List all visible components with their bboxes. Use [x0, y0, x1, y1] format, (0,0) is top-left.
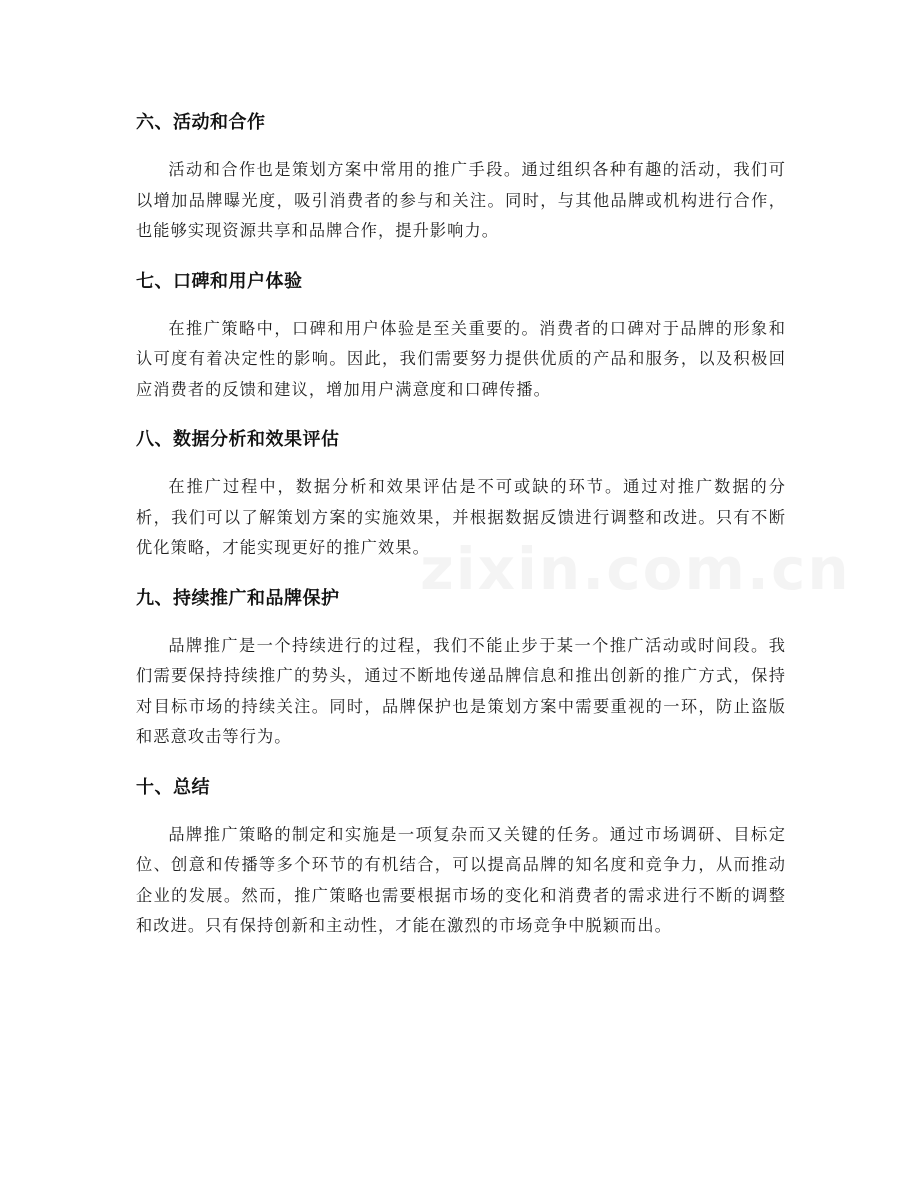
section-paragraph: 活动和合作也是策划方案中常用的推广手段。通过组织各种有趣的活动，我们可以增加品牌曝光度，吸引消费者的参与和关注。同时，与其他品牌或机构进行合作，也能够实现资源共享和品牌合作，提升影响力。	[136, 160, 786, 240]
section-data-analysis	[136, 427, 786, 564]
section-paragraph: 在推广过程中，数据分析和效果评估是不可或缺的环节。通过对推广数据的分析，我们可以了解策划方案的实施效果，并根据数据反馈进行调整和改进。只有不断优化策略，才能实现更好的推广效果。	[136, 477, 786, 557]
section-summary	[136, 775, 786, 942]
section-heading: 七、口碑和用户体验	[136, 270, 303, 292]
section-brand-protection	[136, 586, 786, 753]
section-heading: 九、持续推广和品牌保护	[136, 587, 340, 609]
section-word-of-mouth	[136, 269, 786, 406]
section-paragraph: 在推广策略中，口碑和用户体验是至关重要的。消费者的口碑对于品牌的形象和认可度有着决定性的影响。因此，我们需要努力提供优质的产品和服务，以及积极回应消费者的反馈和建议，增加用户满意度和口碑传播。	[136, 318, 786, 399]
section-paragraph: 品牌推广是一个持续进行的过程，我们不能止步于某一个推广活动或时间段。我们需要保持持续推广的势头，通过不断地传递品牌信息和推出创新的推广方式，保持对目标市场的持续关注。同时，品牌保护也是策划方案中需要重视的一环，防止盗版和恶意攻击等行为。	[136, 635, 786, 746]
section-heading: 八、数据分析和效果评估	[136, 429, 340, 450]
document-content	[136, 110, 786, 964]
section-heading: 十、总结	[136, 776, 210, 798]
section-heading: 六、活动和合作	[136, 112, 266, 133]
section-paragraph: 品牌推广策略的制定和实施是一项复杂而又关键的任务。通过市场调研、目标定位、创意和传播等多个环节的有机结合，可以提高品牌的知名度和竞争力，从而推动企业的发展。然而，推广策略也需要根据市场的变化和消费者的需求进行不断的调整和改进。只有保持创新和主动性，才能在激烈的市场竞争中脱颖而出。	[136, 824, 786, 935]
section-activities-cooperation	[136, 110, 786, 247]
